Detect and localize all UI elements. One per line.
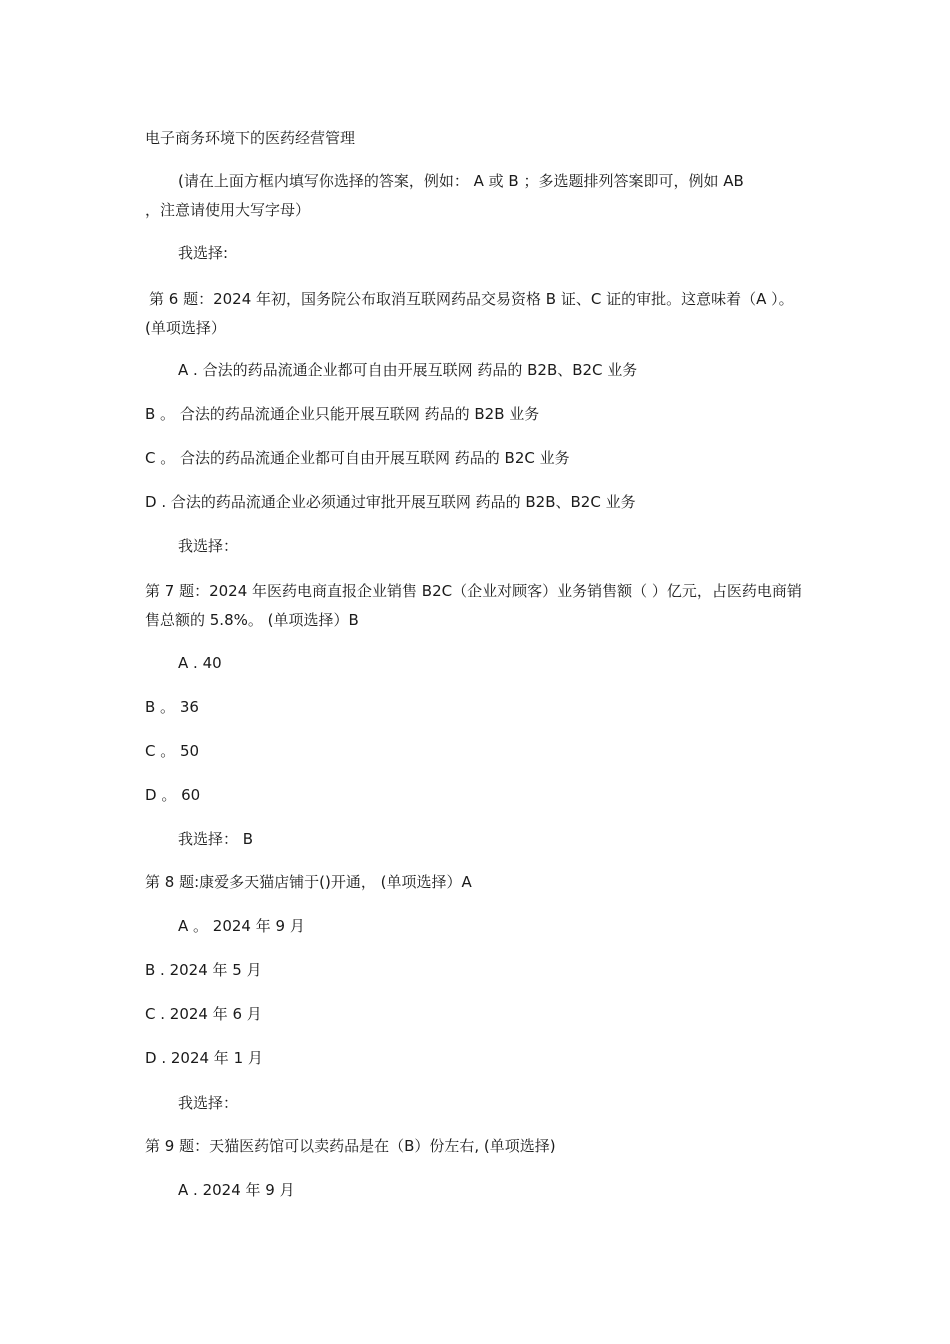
question-8-option-a: A 。 2024 年 9 月 [178,917,305,935]
question-9-option-a: A . 2024 年 9 月 [178,1181,295,1199]
question-6-stem: 第 6 题：2024 年初，国务院公布取消互联网药品交易资格 B 证、C 证的审批。这意味着（A ）。 (单项选择） [145,290,794,337]
instruction-line-1: (请在上面方框内填写你选择的答案，例如： A 或 B ；多选题排列答案即可，例如 AB [178,172,744,190]
question-7-choose: 我选择： B [178,830,254,848]
question-7-option-d: D 。 60 [145,786,201,804]
question-6-choose: 我选择： [178,537,239,555]
question-6-option-c: C 。 合法的药品流通企业都可自由开展互联网 药品的 B2C 业务 [145,449,570,467]
question-8-option-b: B . 2024 年 5 月 [145,961,262,979]
document-title: 电子商务环境下的医药经营管理 [145,129,356,147]
question-8-stem: 第 8 题:康爱多天猫店铺于()开通， (单项选择）A [145,873,472,891]
question-7-option-c: C 。 50 [145,742,200,760]
question-6-option-a: A . 合法的药品流通企业都可自由开展互联网 药品的 B2B、B2C 业务 [178,361,638,379]
question-6-option-d: D . 合法的药品流通企业必须通过审批开展互联网 药品的 B2B、B2C 业务 [145,493,636,511]
question-8-option-c: C . 2024 年 6 月 [145,1005,262,1023]
question-7-stem: 第 7 题：2024 年医药电商直报企业销售 B2C（企业对顾客）业务销售额（ ）亿元，占医药电商销售总额的 5.8%。 (单项选择）B [145,582,802,629]
question-6-option-b: B 。 合法的药品流通企业只能开展互联网 药品的 B2B 业务 [145,405,540,423]
question-8-option-d: D . 2024 年 1 月 [145,1049,263,1067]
question-7-option-a: A . 40 [178,654,222,672]
question-9-stem: 第 9 题：天猫医药馆可以卖药品是在（B）份左右, (单项选择) [145,1137,556,1155]
question-8-choose: 我选择： [178,1094,239,1112]
choose-label-1: 我选择: [178,244,229,262]
question-7-option-b: B 。 36 [145,698,199,716]
instruction-line-2: ，注意请使用大写字母） [145,201,311,219]
